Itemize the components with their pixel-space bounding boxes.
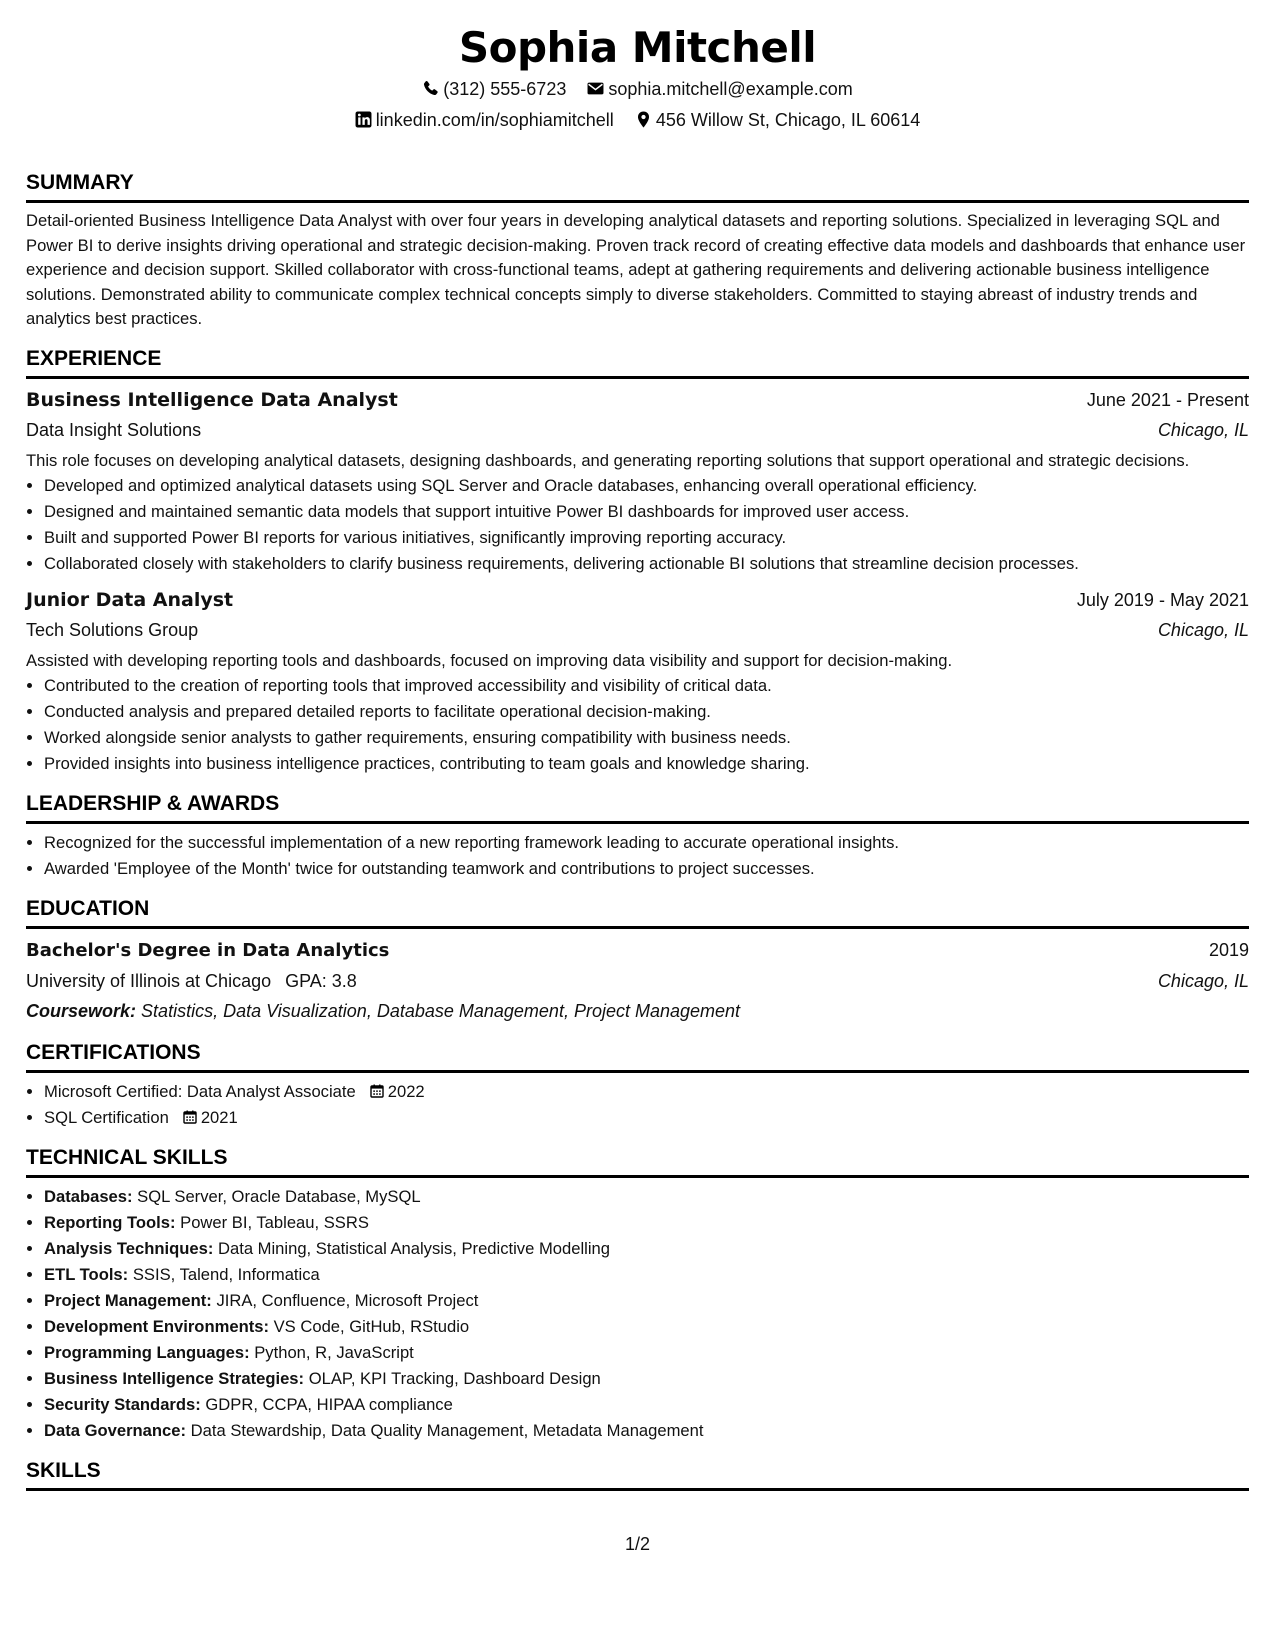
section-title-education: EDUCATION	[26, 894, 1249, 929]
contact-email	[587, 74, 852, 105]
school-line	[26, 966, 357, 996]
job-description: Assisted with developing reporting tools and dashboards, focused on improving data visibility and support for decision-making.	[26, 650, 953, 670]
job-bullet: • Conducted analysis and prepared detailed reports to facilitate operational decision-making.	[44, 699, 1249, 725]
certification-date	[370, 1082, 425, 1101]
skill-value: JIRA, Confluence, Microsoft Project	[216, 1290, 479, 1310]
certification-year: 2021	[200, 1107, 238, 1127]
certification-name: Microsoft Certified: Data Analyst Associate	[44, 1081, 356, 1101]
contact-line-2	[0, 105, 1275, 136]
school-location: Chicago, IL	[1157, 970, 1249, 991]
skill-value: SSIS, Talend, Informatica	[132, 1264, 320, 1284]
resume-header	[0, 0, 1275, 136]
skill-value: OLAP, KPI Tracking, Dashboard Design	[308, 1368, 601, 1388]
skill-category: Programming Languages:	[44, 1342, 250, 1362]
section-title-summary: SUMMARY	[26, 168, 1249, 203]
section-title-technical-skills: TECHNICAL SKILLS	[26, 1143, 1249, 1178]
certifications-list	[26, 1079, 1249, 1131]
phone-icon	[422, 80, 439, 97]
skill-item	[44, 1288, 1249, 1314]
calendar-icon	[183, 1110, 197, 1124]
leadership-list	[26, 830, 1249, 882]
experience-section	[26, 344, 1249, 777]
skill-category: Development Environments:	[44, 1316, 269, 1336]
skill-item	[44, 1340, 1249, 1366]
skill-item	[44, 1262, 1249, 1288]
job-bullets	[26, 673, 1249, 777]
skill-value: VS Code, GitHub, RStudio	[273, 1316, 470, 1336]
job-bullets	[26, 473, 1249, 577]
skill-category: Business Intelligence Strategies:	[44, 1368, 305, 1388]
certification-year: 2022	[387, 1081, 425, 1101]
graduation-year: 2019	[1208, 939, 1249, 960]
contact-line-1	[0, 74, 1275, 105]
certification-item	[44, 1105, 1249, 1131]
education-section	[26, 894, 1249, 1026]
section-title-certifications: CERTIFICATIONS	[26, 1038, 1249, 1073]
skills-section	[26, 1456, 1249, 1491]
candidate-name: Sophia Mitchell	[458, 23, 817, 72]
job-description: This role focuses on developing analytical datasets, designing dashboards, and generating reporting solutions that support operational and strategic decisions.	[26, 450, 1190, 470]
skill-value: Data Stewardship, Data Quality Management, Metadata Management	[190, 1420, 704, 1440]
certification-item	[44, 1079, 1249, 1105]
job-bullet: • Provided insights into business intelligence practices, contributing to team goals and knowledge sharing.	[44, 751, 1249, 777]
job-title: Junior Data Analyst	[26, 588, 234, 611]
resume-body	[26, 168, 1249, 1503]
job-bullet: • Collaborated closely with stakeholders to clarify business requirements, delivering actionable BI solutions that streamline decision processes.	[44, 551, 1249, 577]
job-bullet: • Developed and optimized analytical datasets using SQL Server and Oracle databases, enhancing overall operational efficiency.	[44, 473, 1249, 499]
calendar-icon	[370, 1084, 384, 1098]
gpa: GPA: 3.8	[285, 970, 357, 991]
skill-item	[44, 1366, 1249, 1392]
skill-value: GDPR, CCPA, HIPAA compliance	[205, 1394, 453, 1414]
certifications-section	[26, 1038, 1249, 1131]
envelope-icon	[587, 80, 604, 97]
page-number: 1/2	[624, 1534, 651, 1554]
job-bullet: • Designed and maintained semantic data models that support intuitive Power BI dashboards for improved user access.	[44, 499, 1249, 525]
skill-item	[44, 1236, 1249, 1262]
certification-name: SQL Certification	[44, 1107, 169, 1127]
skill-item	[44, 1418, 1249, 1444]
degree-name: Bachelor's Degree in Data Analytics	[26, 939, 390, 961]
contact-phone	[422, 74, 566, 105]
job-dates: June 2021 - Present	[1086, 389, 1249, 410]
award-item: • Awarded 'Employee of the Month' twice for outstanding teamwork and contributions to project successes.	[44, 856, 1249, 882]
school-name: University of Illinois at Chicago	[26, 970, 272, 991]
job-dates: July 2019 - May 2021	[1076, 589, 1249, 610]
certification-date	[183, 1108, 238, 1127]
phone-number[interactable]: (312) 555-6723	[443, 79, 567, 99]
job-company: Data Insight Solutions	[26, 419, 202, 440]
summary-text: Detail-oriented Business Intelligence Data Analyst with over four years in developing analytical datasets and reporting solutions. Specialized in leveraging SQL and Power BI to derive insights driving operational and strategic decision-making. Proven track record of creating effective data models and dashboards that enhance user experience and decision support. Skilled collaborator with cross-functional teams, adept at gathering requirements and delivering actionable business intelligence solutions. Demonstrated ability to communicate complex technical concepts simply to diverse stakeholders. Committed to staying abreast of industry trends and analytics best practices.	[26, 211, 1246, 328]
skill-value: Power BI, Tableau, SSRS	[180, 1212, 369, 1232]
section-title-skills: SKILLS	[26, 1456, 1249, 1491]
skill-value: Data Mining, Statistical Analysis, Predictive Modelling	[218, 1238, 610, 1258]
skill-item	[44, 1392, 1249, 1418]
contact-linkedin	[355, 105, 614, 136]
street-address: 456 Willow St, Chicago, IL 60614	[655, 110, 921, 130]
job-location: Chicago, IL	[1157, 419, 1249, 440]
skill-value: SQL Server, Oracle Database, MySQL	[137, 1186, 421, 1206]
technical-skills-list	[26, 1184, 1249, 1444]
leadership-section	[26, 789, 1249, 882]
section-title-experience: EXPERIENCE	[26, 344, 1249, 379]
job-location: Chicago, IL	[1157, 619, 1249, 640]
technical-skills-section	[26, 1143, 1249, 1444]
job-bullet: • Contributed to the creation of reporting tools that improved accessibility and visibility of critical data.	[44, 673, 1249, 699]
job-entry	[26, 385, 1249, 577]
job-title: Business Intelligence Data Analyst	[26, 388, 398, 411]
job-company: Tech Solutions Group	[26, 619, 199, 640]
skill-item	[44, 1184, 1249, 1210]
coursework	[26, 996, 1249, 1026]
section-title-leadership: LEADERSHIP & AWARDS	[26, 789, 1249, 824]
job-entry	[26, 585, 1249, 777]
skill-category: Security Standards:	[44, 1394, 201, 1414]
coursework-label: Coursework:	[26, 1000, 137, 1021]
email-address[interactable]: sophia.mitchell@example.com	[608, 79, 853, 99]
skill-value: Python, R, JavaScript	[254, 1342, 414, 1362]
skill-category: Analysis Techniques:	[44, 1238, 214, 1258]
skill-item	[44, 1314, 1249, 1340]
contact-address	[635, 105, 920, 136]
skill-category: Project Management:	[44, 1290, 212, 1310]
skill-item	[44, 1210, 1249, 1236]
award-item: • Recognized for the successful implementation of a new reporting framework leading to accurate operational insights.	[44, 830, 1249, 856]
linkedin-icon	[355, 111, 372, 128]
map-pin-icon	[635, 111, 652, 128]
skill-category: Reporting Tools:	[44, 1212, 176, 1232]
summary-section	[26, 168, 1249, 332]
linkedin-url[interactable]: linkedin.com/in/sophiamitchell	[375, 110, 614, 130]
skill-category: Databases:	[44, 1186, 133, 1206]
job-bullet: • Worked alongside senior analysts to gather requirements, ensuring compatibility with business needs.	[44, 725, 1249, 751]
skill-category: ETL Tools:	[44, 1264, 129, 1284]
job-bullet: • Built and supported Power BI reports for various initiatives, significantly improving reporting accuracy.	[44, 525, 1249, 551]
skill-category: Data Governance:	[44, 1420, 187, 1440]
coursework-list: Statistics, Data Visualization, Database Management, Project Management	[141, 1000, 741, 1021]
